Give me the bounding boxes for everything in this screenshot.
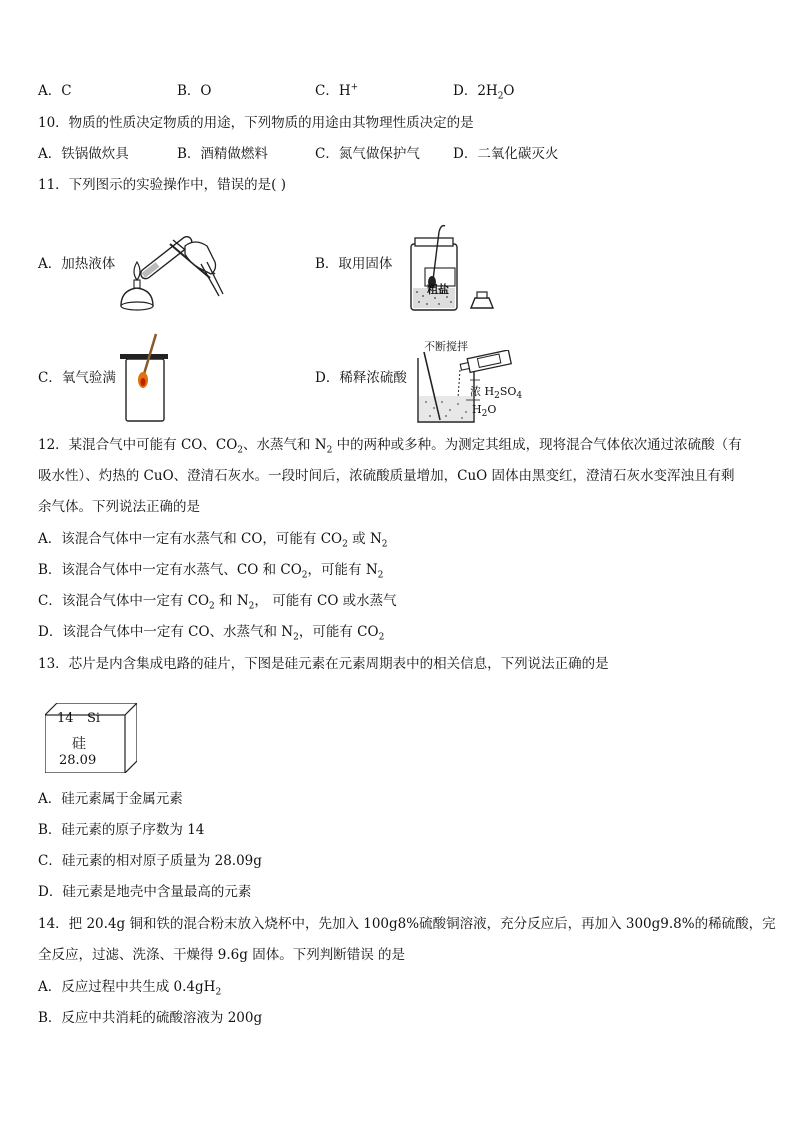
q14-stem-line-1: 14．把 20.4g 铜和铁的混合粉末放入烧杯中，先加入 100g8%硫酸铜溶液，充分反应后，再加入 300g9.8%的稀硫酸，完 [38,916,776,932]
q10-option-d: D．二氧化碳灭火 [453,146,559,162]
water-label: $H_2O$ [472,403,497,420]
q10-stem: 10．物质的性质决定物质的用途，下列物质的用途由其物理性质决定的是 [38,115,474,131]
oxygen-test-figure [118,330,174,424]
q12-option-b: B．该混合气体中一定有水蒸气、CO 和 $CO_2$，可能有 $N_2$ [38,562,384,581]
q10-option-c: C．氮气做保护气 [315,146,420,162]
q11-stem: 11．下列图示的实验操作中，错误的是( ) [38,177,287,193]
element-mass: 28.09 [59,753,97,768]
q10-option-b: B．酒精做燃料 [177,146,268,162]
q9-option-a: A．C [38,83,72,99]
q12-option-d: D．该混合气体中一定有 CO、水蒸气和 $N_2$，可能有 $CO_2$ [38,624,385,643]
q11-option-b: B．取用固体 [315,256,393,272]
q9-option-b: B．O [177,83,212,99]
q13-option-c: C．硅元素的相对原子质量为 28.09g [38,853,262,869]
q13-option-d: D．硅元素是地壳中含量最高的元素 [38,884,252,900]
q9-option-c: C．H+ [315,82,359,99]
taking-solid-figure [405,222,497,314]
q14-option-a: A．反应过程中共生成 $0.4gH_2$ [38,979,222,998]
salt-jar-label: 粗盐 [427,283,449,296]
q14-option-b: B．反应中共消耗的硫酸溶液为 200g [38,1010,263,1026]
q11-option-d: D．稀释浓硫酸 [315,370,407,386]
acid-label: 浓 $H_2SO_4$ [470,385,523,402]
q11-option-c: C．氧气验满 [38,370,116,386]
element-symbol: Si [87,711,101,726]
q10-option-a: A．铁锅做炊具 [38,146,129,162]
q13-option-a: A．硅元素属于金属元素 [38,791,183,807]
q9-option-d: D．$2H_2O$ [453,83,515,102]
q11-option-a: A．加热液体 [38,256,116,272]
q13-option-b: B．硅元素的原子序数为 14 [38,822,205,838]
q13-stem: 13．芯片是内含集成电路的硅片，下图是硅元素在元素周期表中的相关信息，下列说法正确的是 [38,656,609,672]
element-name: 硅 [72,736,86,752]
q14-stem-line-2: 全反应，过滤、洗涤、干燥得 9.6g 固体。下列判断错误 的是 [38,947,405,963]
stir-label: 不断搅拌 [424,340,468,353]
periodic-element-card [45,703,137,773]
heating-liquid-figure [115,216,227,316]
q12-option-c: C．该混合气体中一定有 $CO_2$ 和 $N_2$， 可能有 CO 或水蒸气 [38,593,397,612]
q12-option-a: A．该混合气体中一定有水蒸气和 CO，可能有 $CO_2$ 或 $N_2$ [38,531,388,550]
element-number: 14 [57,711,74,726]
q12-stem-line-3: 余气体。下列说法正确的是 [38,499,200,515]
q12-stem-line-2: 吸水性）、灼热的 CuO、澄清石灰水。一段时间后，浓硫酸质量增加，CuO 固体由黑变红，澄清石灰水变浑浊且有剩 [38,468,735,484]
q12-stem-line-1: 12．某混合气中可能有 CO、$CO_2$、水蒸气和 $N_2$ 中的两种或多种。为测定其组成，现将混合气体依次通过浓硫酸（有 [38,437,742,456]
